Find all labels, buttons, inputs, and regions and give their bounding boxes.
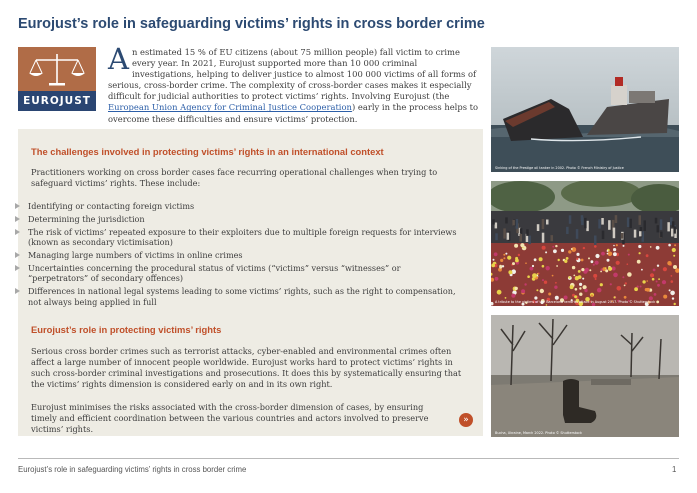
footer-divider <box>18 458 679 459</box>
role-paragraph-1: Serious cross border crimes such as terrorist attacks, cyber-enabled and environmental crimes often affect a large number of innocent people worldwide. Eurojust works hard to protect victims’ rights in such cross-border criminal investigations and prosecutions. It does this by systematically ensuring that the victims’ rights dimension is considered early on and in its own right. <box>31 346 462 389</box>
drop-cap: A <box>108 42 129 76</box>
challenges-list-item <box>13 214 458 225</box>
double-chevron-right-icon: » <box>463 415 469 425</box>
photo-oil-tanker <box>491 47 679 172</box>
photo-bucha <box>491 315 679 437</box>
role-heading: Eurojust’s role in protecting victims’ rights <box>31 324 222 335</box>
challenges-list-item <box>13 286 458 307</box>
challenges-list-item-text: Differences in national legal systems leading to some victims’ rights, such as the right to compensation, not always being applied in full <box>28 286 456 307</box>
challenges-list-item <box>13 227 458 248</box>
challenges-list-item-text: Managing large numbers of victims in online crimes <box>28 249 243 260</box>
challenges-list-item-text: Uncertainties concerning the procedural status of victims (“victims” versus “witnesses” or “perpetrators” of secondary offences) <box>28 262 401 284</box>
page-title: Eurojust’s role in safeguarding victims’ rights in cross border crime <box>18 16 485 32</box>
challenges-list-item <box>13 201 458 212</box>
bullet-triangle-icon <box>15 252 20 258</box>
challenges-list-item <box>13 263 458 284</box>
intro-text-1: n estimated 15 % of EU citizens (about 75 million people) fall victim to crime every year. In 2021, Eurojust supported more than 10 000 criminal investigations, helping to deliver justice to almost 100 000 victims of all forms of serious, cross-border crime. The complexity of cross-border cases makes it especially difficult for judicial authorities to protect victims’ rights. Involving Eurojust (the <box>108 47 477 102</box>
footer-title: Eurojust’s role in safeguarding victims’ rights in cross border crime <box>18 465 247 474</box>
eurojust-logo <box>18 47 96 111</box>
photo-caption: Sinking of the Prestige oil tanker in 2002. Photo © French Ministry of Justice <box>495 166 624 170</box>
logo-emblem <box>18 47 96 91</box>
photo-memorial <box>491 181 679 306</box>
next-page-button[interactable] <box>459 413 473 427</box>
bullet-triangle-icon <box>15 203 20 209</box>
challenges-list-item-text: Determining the jurisdiction <box>28 213 145 224</box>
intro-paragraph <box>108 42 480 125</box>
eurojust-agency-link[interactable]: European Union Agency for Criminal Justice Cooperation <box>108 102 352 113</box>
challenges-list-item <box>13 250 458 261</box>
challenges-list-item-text: Identifying or contacting foreign victims <box>28 201 195 211</box>
challenges-list-item-text: The risk of victims’ repeated exposure to their exploiters due to multiple foreign requests for interviews (known as secondary victimisation) <box>28 226 457 248</box>
challenges-lead: Practitioners working on cross border cases face recurring operational challenges when trying to safeguard victims’ rights. These include: <box>31 167 438 188</box>
intro-text-2: ) early in the process helps to overcome these difficulties and ensure victims’ protection. <box>108 102 479 124</box>
photo-caption: A tribute to the victims of the Barcelona terrorist attack in August 2017. Photo © Shutterstock <box>495 300 656 304</box>
bullet-triangle-icon <box>15 288 20 294</box>
scales-icon <box>18 47 96 91</box>
bullet-triangle-icon <box>15 216 20 222</box>
bullet-triangle-icon <box>15 229 20 235</box>
challenges-heading: The challenges involved in protecting victims’ rights in an international context <box>31 146 384 157</box>
logo-wordmark: EUROJUST <box>18 91 96 111</box>
page-number: 1 <box>672 465 677 474</box>
bullet-triangle-icon <box>15 265 20 271</box>
role-paragraph-2: Eurojust minimises the risks associated with the cross-border dimension of cases, by ensuring timely and efficient coordination between the various countries and actors involved to preserve victims’ rights. <box>31 402 429 434</box>
photo-caption: Bucha, Ukraine, March 2022. Photo © Shutterstock <box>495 431 582 435</box>
challenges-list <box>13 201 458 309</box>
